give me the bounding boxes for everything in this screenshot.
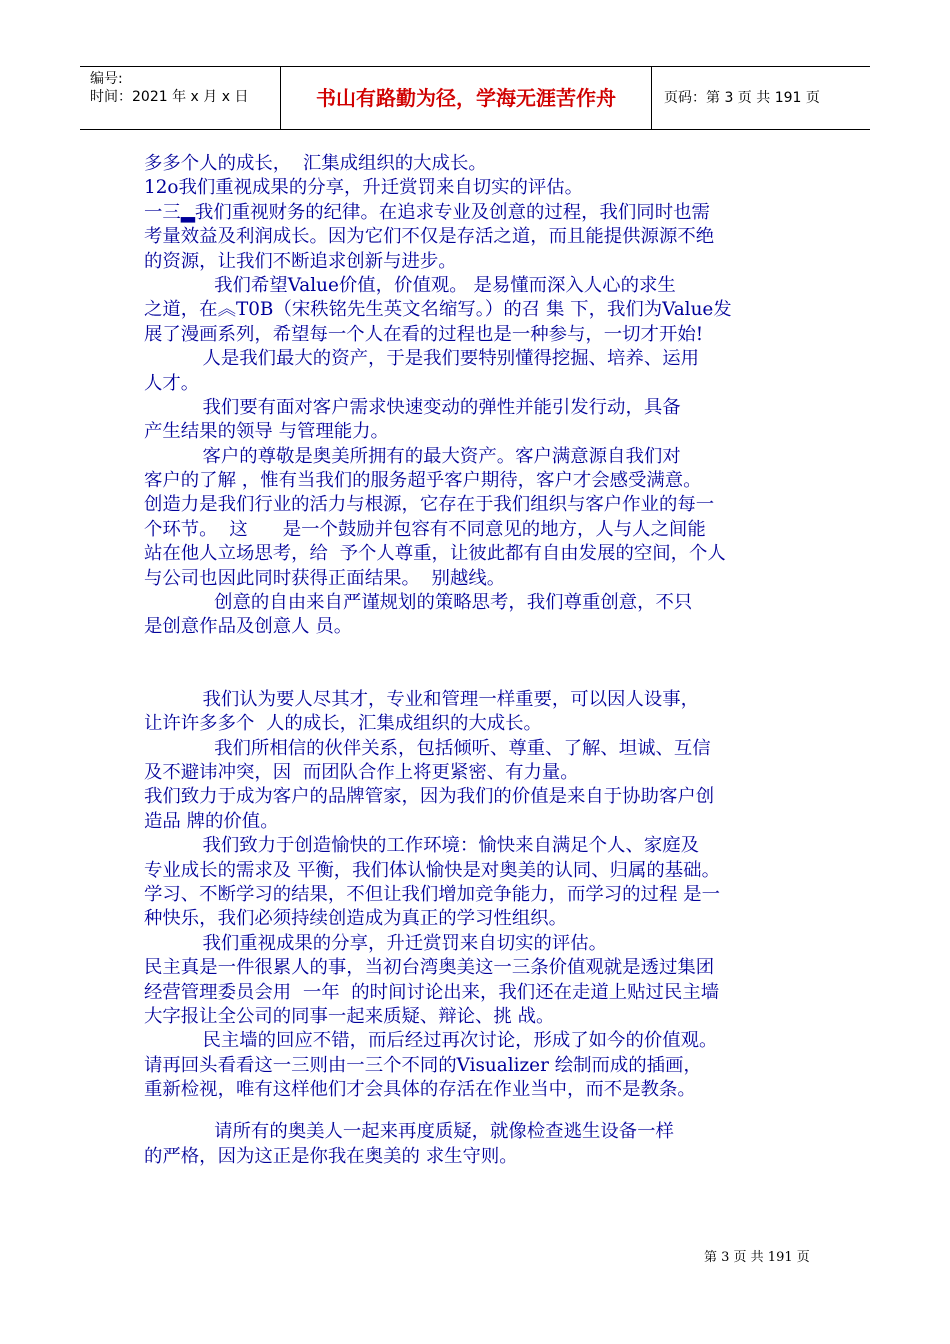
paragraph-gap bbox=[144, 640, 814, 688]
text-line: 创意的自由来自严谨规划的策略思考，我们尊重创意，不只 bbox=[144, 592, 693, 614]
paragraph-block-3 bbox=[144, 1120, 814, 1169]
text-line: 学习、不断学习的结果，不但让我们增加竞争能力，而学习的过程 是一 bbox=[144, 883, 720, 905]
text-line: 创造力是我们行业的活力与根源，它存在于我们组织与客户作业的每一 bbox=[144, 494, 715, 516]
text-line: 我们重视成果的分享，升迁赏罚来自切实的评估。 bbox=[144, 932, 608, 954]
text-line: 及不避讳冲突，因 而团队合作上将更紧密、有力量。 bbox=[144, 761, 579, 783]
text-line: 人是我们最大的资产，于是我们要特别懂得挖掘、培养、运用 bbox=[144, 348, 700, 370]
text-line: 人才。 bbox=[144, 372, 200, 394]
text-line: 一三▂我们重视财务的纪律。在追求专业及创意的过程，我们同时也需 bbox=[144, 201, 710, 223]
text-line: 我们希望Value价值，价值观。 是易懂而深入人心的求生 bbox=[144, 274, 676, 296]
text-line: 多多个人的成长， 汇集成组织的大成长。 bbox=[144, 153, 487, 174]
paragraph-gap bbox=[144, 1102, 814, 1120]
text-line: 是创意作品及创意人 员。 bbox=[144, 616, 353, 638]
text-line: 经营管理委员会用 一年 的时间讨论出来，我们还在走道上贴过民主墙 bbox=[144, 981, 720, 1003]
document-body bbox=[144, 152, 814, 1169]
text-line: 客户的尊敬是奥美所拥有的最大资产。客户满意源自我们对 bbox=[144, 445, 681, 467]
text-line: 我们致力于成为客户的品牌管家，因为我们的价值是来自于协助客户创 bbox=[144, 786, 715, 808]
text-line: 让许许多多个 人的成长，汇集成组织的大成长。 bbox=[144, 713, 542, 735]
text-line: 个环节。 这 是一个鼓励并包容有不同意见的地方，人与人之间能 bbox=[144, 518, 706, 540]
text-line: 站在他人立场思考，给 予个人尊重，让彼此都有自由发展的空间，个人 bbox=[144, 543, 726, 565]
text-line: 造品 牌的价值。 bbox=[144, 810, 279, 832]
header-page-number: 页码：第 3 页 共 191 页 bbox=[664, 90, 820, 106]
text-line: 请再回头看看这一三则由一三个不同的Visualizer 绘制而成的插画， bbox=[144, 1054, 702, 1076]
text-line: 考量效益及利润成长。因为它们不仅是存活之道，而且能提供源源不绝 bbox=[144, 226, 715, 248]
document-code-label: 编号: bbox=[90, 71, 123, 87]
text-line: 12o我们重视成果的分享，升迁赏罚来自切实的评估。 bbox=[144, 177, 584, 199]
footer-page-number: 第 3 页 共 191 页 bbox=[704, 1250, 810, 1265]
text-line: 民主真是一件很累人的事，当初台湾奥美这一三条价值观就是透过集团 bbox=[144, 957, 715, 979]
header-info-cell bbox=[80, 67, 281, 129]
text-line: 的资源，让我们不断追求创新与进步。 bbox=[144, 250, 457, 272]
text-line: 产生结果的领导 与管理能力。 bbox=[144, 421, 389, 443]
text-line: 民主墙的回应不错，而后经过再次讨论，形成了如今的价值观。 bbox=[144, 1030, 718, 1052]
text-line: 大字报让全公司的同事一起来质疑、辩论、挑 战。 bbox=[144, 1005, 555, 1027]
text-line: 种快乐，我们必须持续创造成为真正的学习性组织。 bbox=[144, 908, 567, 930]
text-line: 展了漫画系列，希望每一个人在看的过程也是一种参与，一切才开始! bbox=[144, 323, 704, 345]
header-motto-cell bbox=[281, 67, 652, 129]
page-header bbox=[80, 66, 870, 130]
text-line: 的严格，因为这正是你我在奥美的 求生守则。 bbox=[144, 1145, 518, 1167]
text-line: 我们要有面对客户需求快速变动的弹性并能引发行动，具备 bbox=[144, 396, 681, 418]
text-line: 客户的了解 ，惟有当我们的服务超乎客户期待，客户才会感受满意。 bbox=[144, 470, 702, 492]
text-line: 之道，在︽T0B（宋秩铭先生英文名缩写。）的召 集 下，我们为Value发 bbox=[144, 299, 732, 321]
text-line: 我们认为要人尽其才，专业和管理一样重要，可以因人设事， bbox=[144, 688, 700, 710]
header-page-cell bbox=[652, 67, 870, 129]
text-line: 请所有的奥美人一起来再度质疑，就像检查逃生设备一样 bbox=[144, 1121, 674, 1143]
text-line: 重新检视，唯有这样他们才会具体的存活在作业当中，而不是教条。 bbox=[144, 1079, 696, 1101]
document-date-label: 时间：2021 年 x 月 x 日 bbox=[90, 89, 249, 105]
paragraph-block-2 bbox=[144, 688, 814, 1103]
header-motto: 书山有路勤为径，学海无涯苦作舟 bbox=[316, 86, 616, 110]
text-line: 与公司也因此同时获得正面结果。 别越线。 bbox=[144, 567, 506, 589]
text-line: 我们所相信的伙伴关系，包括倾听、尊重、了解、坦诚、互信 bbox=[144, 737, 711, 759]
text-line: 我们致力于创造愉快的工作环境：愉快来自满足个人、家庭及 bbox=[144, 835, 700, 857]
paragraph-block-1 bbox=[144, 152, 814, 640]
text-line: 专业成长的需求及 平衡，我们体认愉快是对奥美的认同、归属的基础。 bbox=[144, 859, 720, 881]
